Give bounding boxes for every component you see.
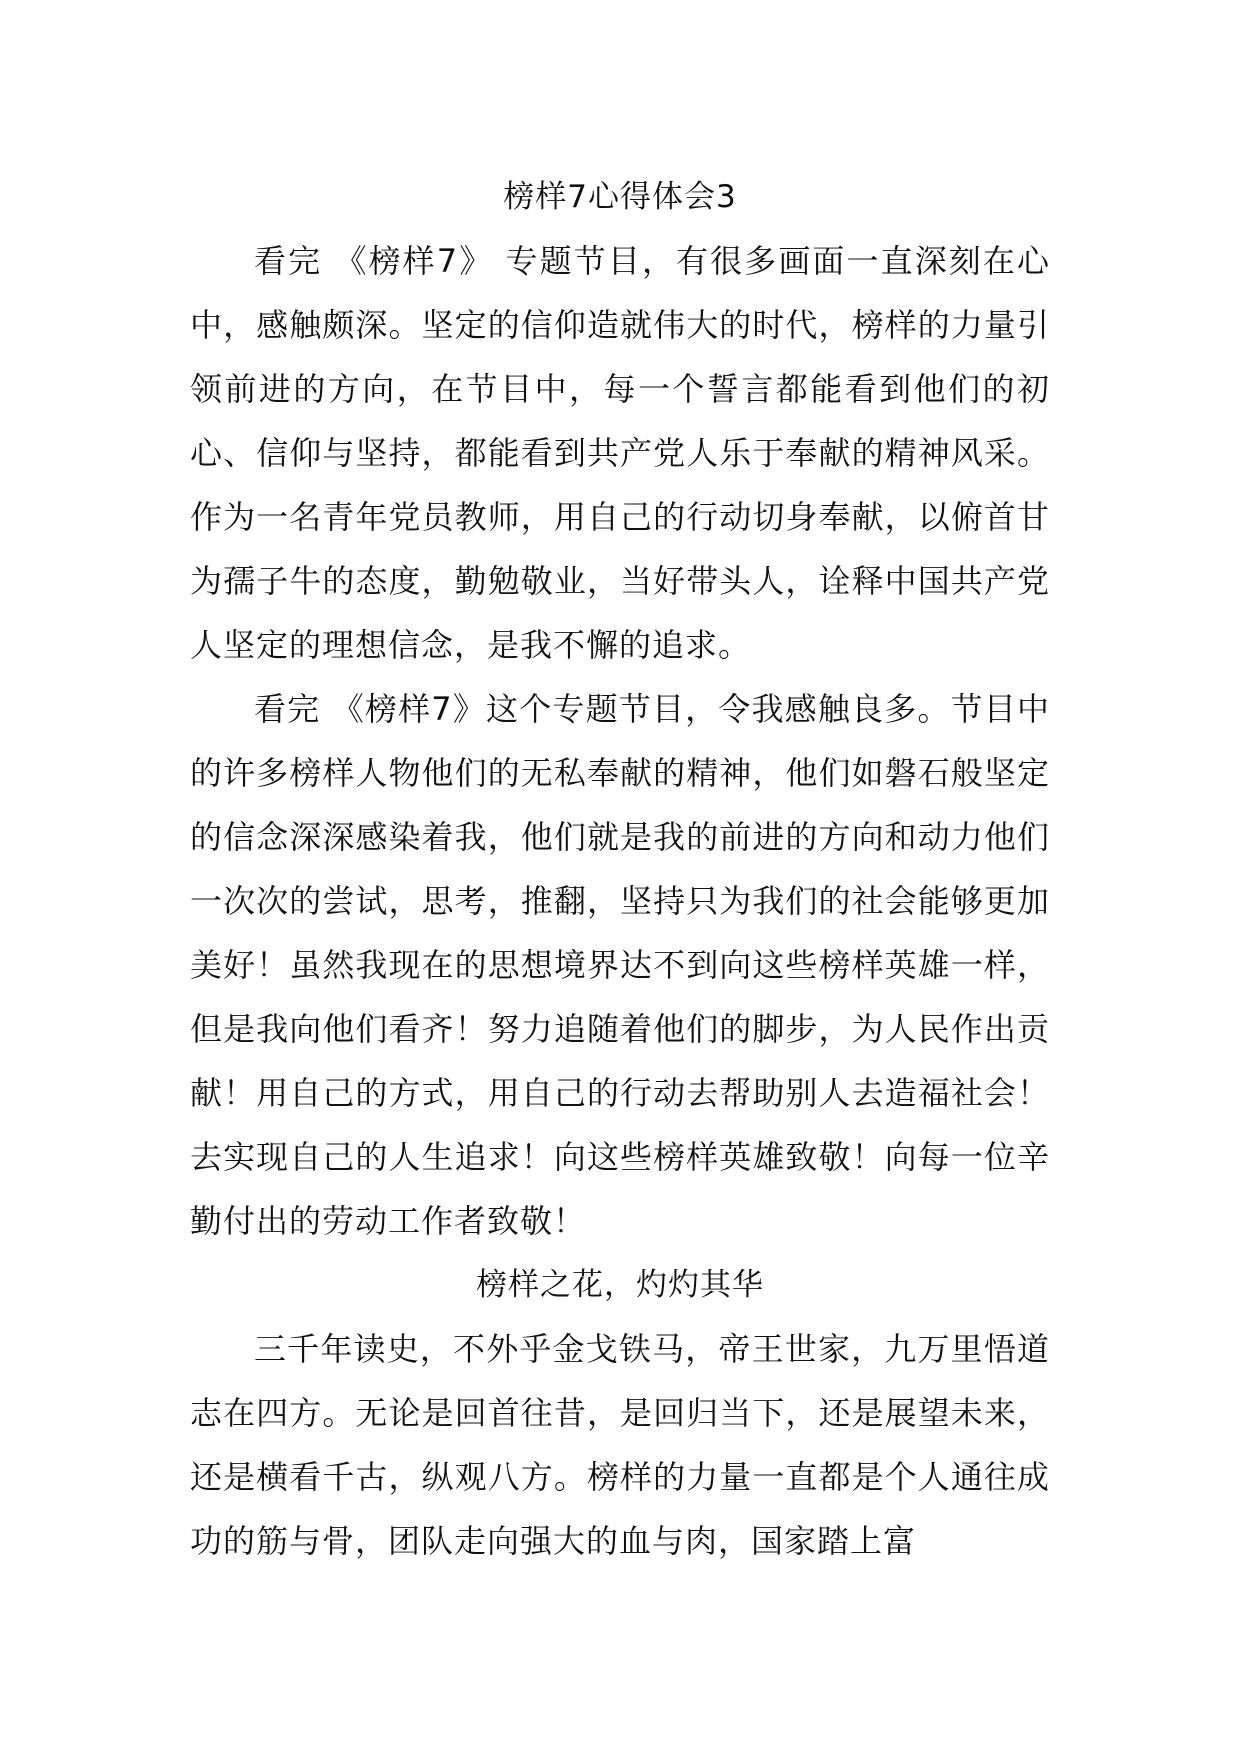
document-title: 榜样7心得体会3: [503, 179, 737, 215]
paragraph-1: 看完 《榜样7》 专题节目，有很多画面一直深刻在心中，感触颇深。坚定的信仰造就伟大的时代，榜样的力量引领前进的方向，在节目中，每一个誓言都能看到他们的初心、信仰与坚持，都能看到共产党人乐于奉献的精神风采。作为一名青年党员教师，用自己的行动切身奉献，以俯首甘为孺子牛的态度，勤勉敬业，当好带头人，诠释中国共产党人坚定的理想信念，是我不懈的追求。: [190, 242, 1050, 664]
section-subtitle: 榜样之花，灼灼其华: [476, 1267, 764, 1303]
paragraph-2: 看完 《榜样7》这个专题节目，令我感触良多。节目中的许多榜样人物他们的无私奉献的精神，他们如磐石般坚定的信念深深感染着我，他们就是我的前进的方向和动力他们一次次的尝试，思考，推翻，坚持只为我们的社会能够更加美好！虽然我现在的思想境界达不到向这些榜样英雄一样，但是我向他们看齐！努力追随着他们的脚步，为人民作出贡献！用自己的方式，用自己的行动去帮助别人去造福社会！去实现自己的人生追求！向这些榜样英雄致敬！向每一位辛勤付出的劳动工作者致敬！: [190, 690, 1050, 1240]
document-body: [190, 165, 1050, 1573]
paragraph-3: 三千年读史，不外乎金戈铁马，帝王世家，九万里悟道志在四方。无论是回首往昔，是回归当下，还是展望未来，还是横看千古，纵观八方。榜样的力量一直都是个人通往成功的筋与骨，团队走向强大的血与肉，国家踏上富: [190, 1330, 1050, 1560]
